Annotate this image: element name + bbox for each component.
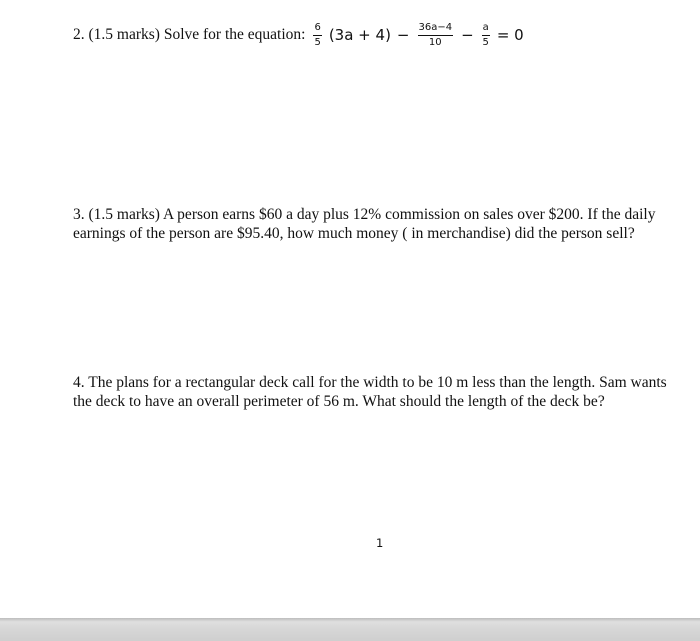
equals-zero: = 0 xyxy=(496,26,524,44)
page-bottom-edge xyxy=(0,618,700,641)
question-2-equation xyxy=(311,23,529,48)
fraction-numerator: a xyxy=(482,23,490,36)
question-3-text: 3. (1.5 marks) A person earns $60 a day plus 12% commission on sales over $200. If the daily earnings of the person are $95.40, how much money ( in merchandise) did the person sell? xyxy=(73,206,656,242)
fraction-36a-minus-4-over-10 xyxy=(418,23,454,48)
question-2-text: 2. (1.5 marks) Solve for the equation: xyxy=(73,26,306,43)
fraction-numerator: 36a−4 xyxy=(418,23,454,36)
question-2 xyxy=(73,18,530,52)
fraction-denominator: 5 xyxy=(482,36,489,48)
fraction-denominator: 5 xyxy=(314,36,321,48)
fraction-a-over-5 xyxy=(482,23,490,48)
fraction-six-fifths xyxy=(313,23,321,48)
page-number: 1 xyxy=(376,536,384,550)
question-4-text: 4. The plans for a rectangular deck call for the width to be 10 m less than the length. Sam wants the deck to have an overall perimeter of 56 m. What should the length of the deck be? xyxy=(73,374,667,410)
minus-sign: − xyxy=(396,26,410,44)
fraction-numerator: 6 xyxy=(313,23,321,36)
parenthesized-expression: (3a + 4) xyxy=(328,26,391,44)
fraction-denominator: 10 xyxy=(428,36,442,48)
minus-sign: − xyxy=(461,26,474,44)
